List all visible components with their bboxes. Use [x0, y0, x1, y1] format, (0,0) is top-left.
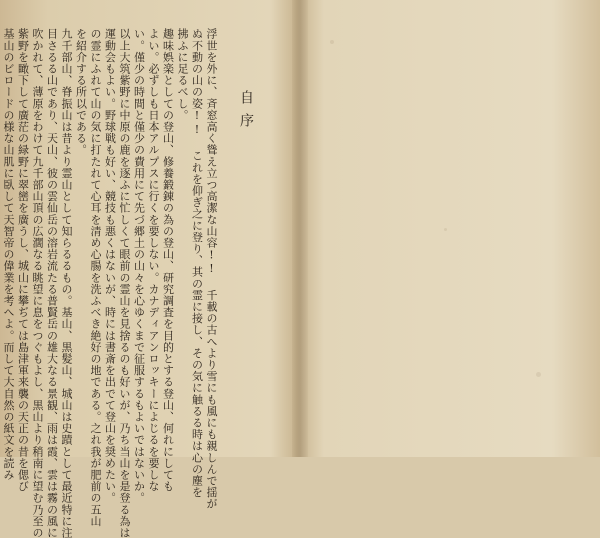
text-column: 紫野を瞰下して廣茫の緑野に翠巒を廣うし、城山に攀ぢては島津軍来襲の天正の昔を偲び: [16, 28, 30, 492]
text-column: 九千部山、脊振山は昔より霊山として知らるるもの。基山、黒髪山、城山は史蹟として最近特に注: [60, 28, 73, 538]
text-column: 運動会もよい。野球戦も好い、競技も悪くはないが、時には書斎を出でて登山を奨めたい。: [103, 28, 117, 504]
text-column: 以上大筑紫野に中原の鹿を逐ふに忙しくて眼前の霊山を見捨るのも好いが、乃ち当山を是登る為は: [118, 28, 131, 538]
preface-text: [2, 28, 263, 538]
text-column: 吹かれて、薄原をわけて九千部山頂の広濶なる眺望に息をつぐもよし、黒山より稍南に望む乃至の: [31, 28, 44, 538]
text-column: 浮世を外に、斉窓高く聳え立つ高潔な山容!! 千載の古へより雪にも風にも親しんで揺が: [205, 28, 218, 510]
page-title: 自序: [238, 90, 254, 136]
spacer: [220, 28, 228, 433]
left-page: [0, 0, 296, 538]
paper-speck: [536, 372, 541, 377]
text-column: 基山のビロードの様な山肌に臥して天智帝の偉業を考へよ。而して大自然の紙文を読み: [2, 28, 15, 481]
text-column: 拂ふに足るべし。: [176, 28, 189, 121]
paper-speck: [444, 228, 447, 231]
paper-speck: [330, 40, 334, 44]
text-column: 趣味娯楽としての登山、修養鍛錬の為の登山、研究調査を目的とする登山、何れにしても: [161, 28, 175, 492]
text-column: の霊にふれて山の気に打たれて心耳を清め心腸を洗ふべき絶好の地である。之れ我が肥前の五山: [89, 28, 102, 527]
text-column: 目さるる山であり、天山、彼の雲仙岳の溶岩流たる普賢岳の雄大なる景観、雨は霞、雲は霧の風に: [45, 28, 59, 538]
text-column: ぬ不動の山の姿!! これを仰ぎ之に登り、其の霊に接し、その気に触るる時は心の塵を: [190, 28, 204, 498]
text-column: を紹介する所以である。: [74, 28, 88, 156]
right-page: [304, 0, 600, 457]
text-column: い。僅少の時間と僅少の費用にて先づ郷土の山々を心ゆくまで征服するもよいではないか。: [132, 28, 146, 504]
text-column: よい。必ずしも日本アルプスに行くを要しない。カナディアンロッキーによじるを要しな: [147, 28, 160, 492]
